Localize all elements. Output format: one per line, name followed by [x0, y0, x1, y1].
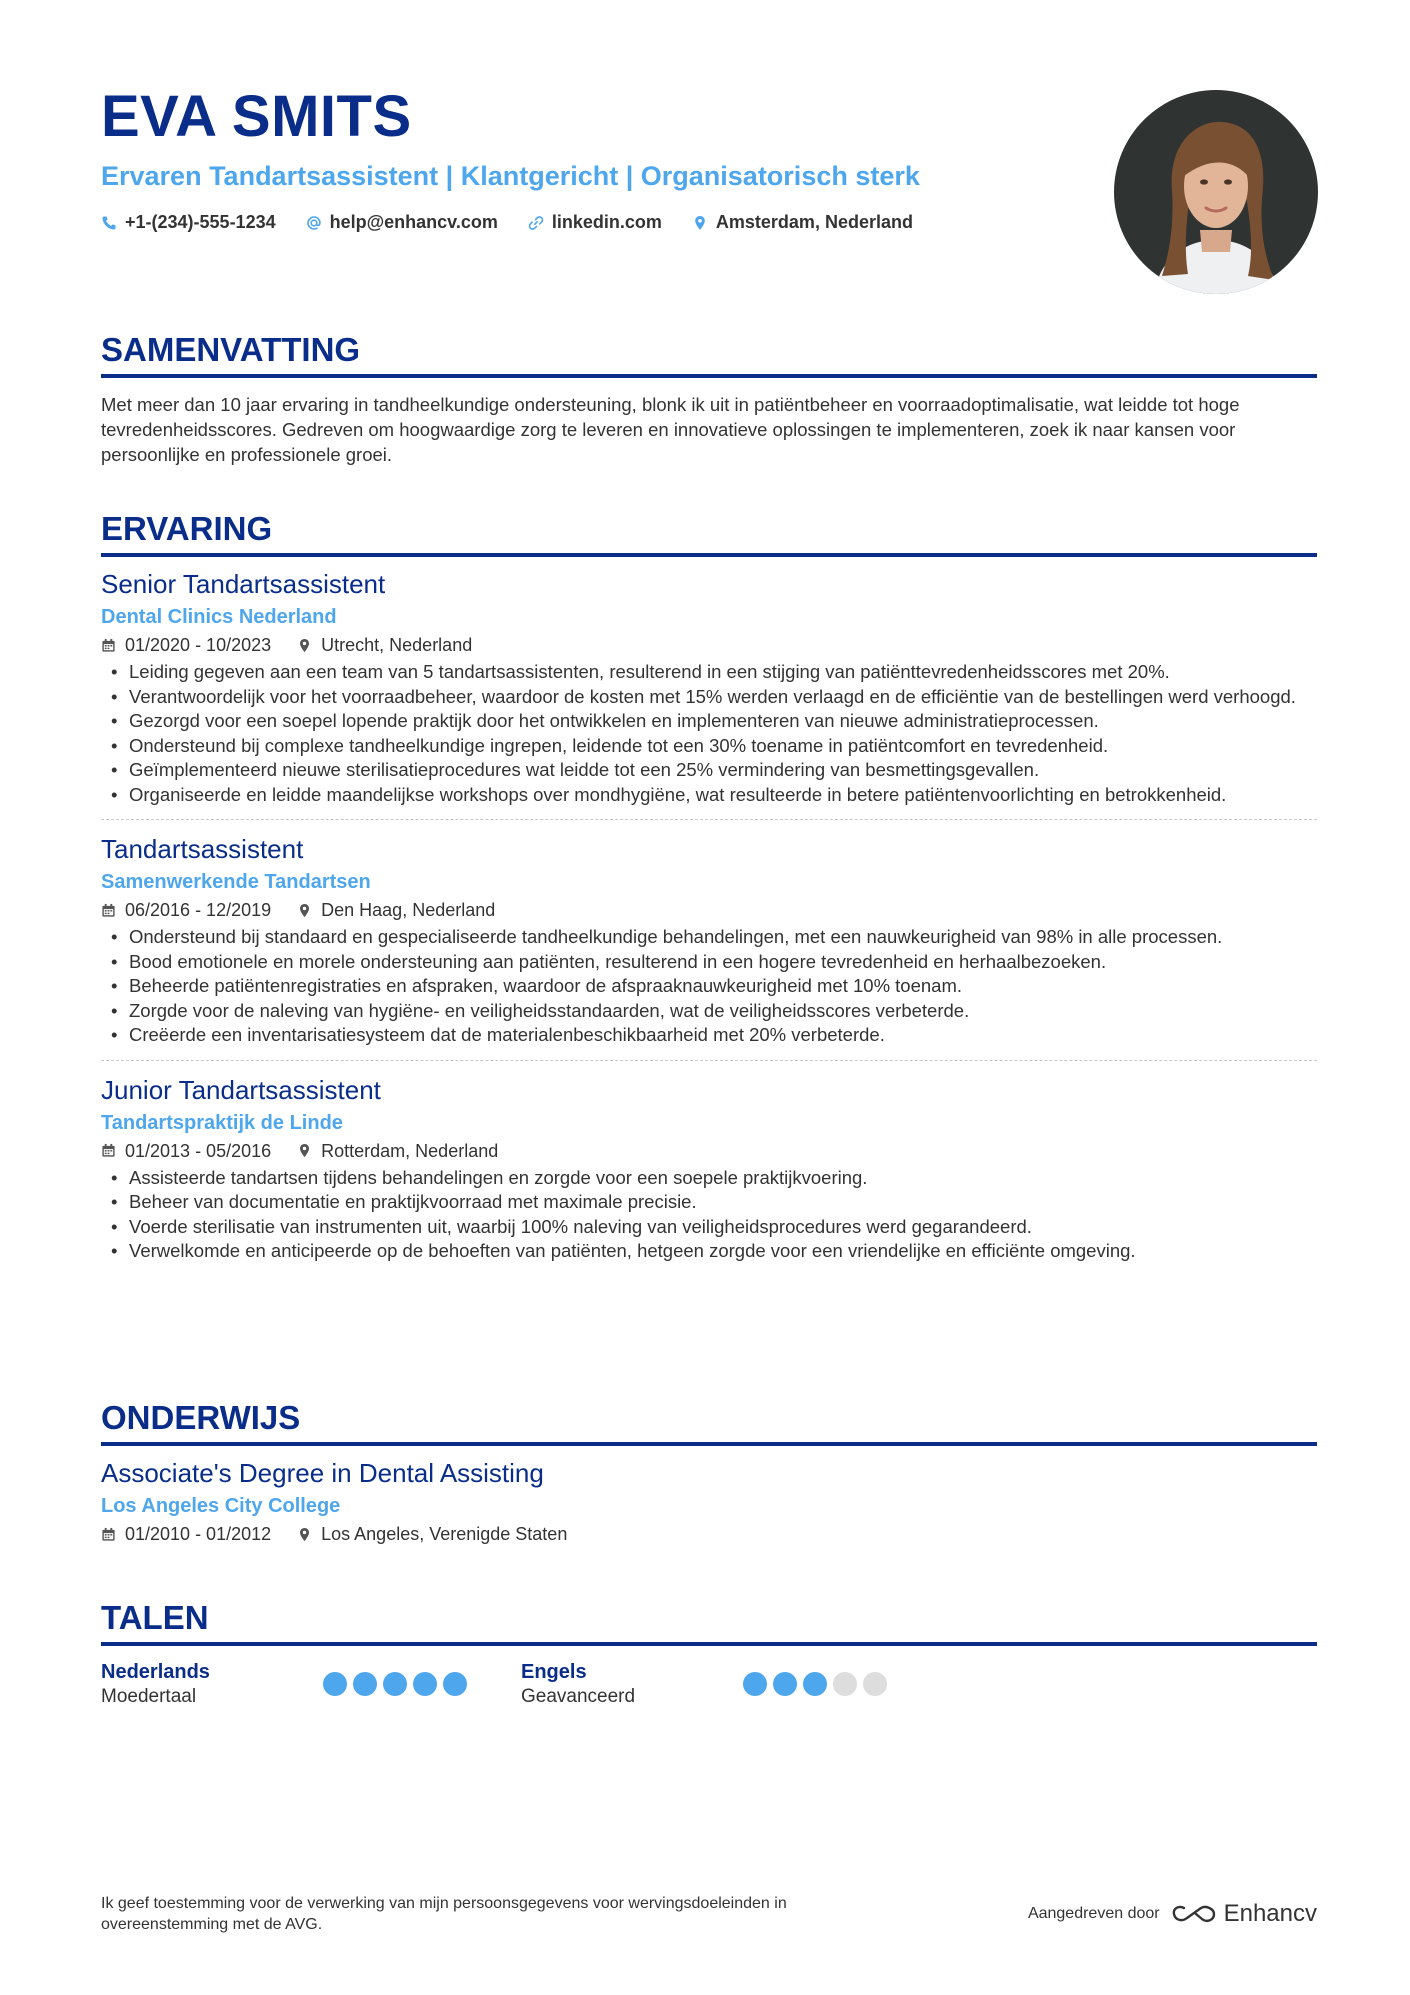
avatar-portrait [1114, 90, 1318, 294]
bullet-item: • Ondersteund bij complexe tandheelkundige ingrepen, leidende tot een 30% toename in patiëntcomfort en tevredenheid. [101, 734, 1317, 759]
job-title: Senior Tandartsassistent [101, 569, 386, 599]
rating-dot [863, 1672, 887, 1696]
language-name: Engels [521, 1661, 587, 1683]
education-dates-text: 01/2010 - 01/2012 [125, 1524, 272, 1544]
enhancv-logo[interactable] [1172, 1900, 1317, 1928]
bullet-item: • Beheer van documentatie en praktijkvoorraad met maximale precisie. [101, 1190, 1317, 1215]
language-name: Nederlands [101, 1661, 210, 1683]
rating-dot [353, 1672, 377, 1696]
calendar-icon [101, 1143, 116, 1158]
job-meta [101, 1138, 1317, 1164]
education-entry [101, 1446, 1317, 1547]
education-dates [101, 1521, 271, 1547]
bullet-item: • Organiseerde en leidde maandelijkse workshops over mondhygiëne, wat resulteerde in betere patiëntenvoorlichting en betrokkenheid. [101, 783, 1317, 808]
summary-heading: SAMENVATTING [101, 330, 1317, 378]
job-dates [101, 897, 271, 923]
bullet-item: • Zorgde voor de naleving van hygiëne- en veiligheidsstandaarden, wat de veiligheidsscores verbeterde. [101, 999, 1317, 1024]
powered-by-label: Aangedreven door [1027, 1905, 1160, 1922]
education-location-text: Los Angeles, Verenigde Staten [321, 1524, 568, 1544]
location-pin-icon [692, 215, 708, 231]
job-dates [101, 1138, 271, 1164]
page-footer [101, 1893, 1317, 1935]
language-level: Geavanceerd [521, 1686, 636, 1707]
job-location [297, 897, 495, 923]
education-heading: ONDERWIJS [101, 1398, 1317, 1446]
education-meta [101, 1521, 1317, 1547]
languages-section [101, 1598, 1317, 1710]
location-pin-icon [297, 903, 312, 918]
location-text: Amsterdam, Nederland [715, 212, 913, 232]
job-location [297, 1138, 498, 1164]
job-location-text: Den Haag, Nederland [321, 900, 496, 920]
linkedin-text: linkedin.com [551, 212, 662, 232]
job-bullets [101, 1166, 1317, 1264]
languages-heading: TALEN [101, 1598, 1317, 1646]
contact-location [692, 212, 913, 233]
language-text [101, 1660, 323, 1710]
contact-info [101, 212, 1101, 233]
profile-photo [1114, 90, 1318, 294]
job-dates-text: 06/2016 - 12/2019 [125, 900, 272, 920]
bullet-item: • Ondersteund bij standaard en gespecialiseerde tandheelkundige behandelingen, met een nauwkeurigheid van 98% in alle processen. [101, 925, 1317, 950]
email-text: help@enhancv.com [329, 212, 498, 232]
bullet-item: • Bood emotionele en morele ondersteuning aan patiënten, resulterend in een hogere tevredenheid en herhaalbezoeken. [101, 950, 1317, 975]
rating-dot [383, 1672, 407, 1696]
powered-by[interactable] [1028, 1900, 1317, 1928]
location-pin-icon [297, 638, 312, 653]
language-level: Moedertaal [101, 1686, 197, 1707]
bullet-item: • Voerde sterilisatie van instrumenten uit, waarbij 100% naleving van veiligheidsprocedures werd gegarandeerd. [101, 1215, 1317, 1240]
rating-dot [413, 1672, 437, 1696]
link-icon [528, 215, 544, 231]
language-rating [323, 1672, 467, 1710]
job-bullets [101, 925, 1317, 1048]
languages-list [101, 1660, 1317, 1710]
bullet-item: • Beheerde patiëntenregistraties en afspraken, waardoor de afspraaknauwkeurigheid met 10% toenam. [101, 974, 1317, 999]
language-text [521, 1660, 743, 1710]
education-section [101, 1398, 1317, 1547]
company-name: Dental Clinics Nederland [101, 606, 337, 628]
calendar-icon [101, 638, 116, 653]
job-dates-text: 01/2020 - 10/2023 [125, 635, 272, 655]
contact-phone[interactable] [101, 212, 276, 233]
rating-dot [443, 1672, 467, 1696]
bullet-item: • Assisteerde tandartsen tijdens behandelingen en zorgde voor een soepele praktijkvoering. [101, 1166, 1317, 1191]
summary-section [101, 330, 1317, 467]
location-pin-icon [297, 1527, 312, 1542]
contact-email[interactable] [306, 212, 498, 233]
phone-text: +1-(234)-555-1234 [125, 212, 276, 232]
phone-icon [101, 215, 117, 231]
contact-linkedin[interactable] [528, 212, 662, 233]
job-meta [101, 632, 1317, 658]
bullet-item: • Geïmplementeerd nieuwe sterilisatieprocedures wat leidde tot een 25% vermindering van besmettingsgevallen. [101, 758, 1317, 783]
candidate-name: EVA SMITS [101, 84, 412, 149]
calendar-icon [101, 903, 116, 918]
rating-dot [803, 1672, 827, 1696]
job-location-text: Utrecht, Nederland [321, 635, 473, 655]
at-icon [306, 215, 322, 231]
job-bullets [101, 660, 1317, 807]
location-pin-icon [297, 1143, 312, 1158]
brand-name: Enhancv [1223, 1900, 1317, 1927]
resume-header [101, 82, 1101, 233]
bullet-item: • Verantwoordelijk voor het voorraadbeheer, waardoor de kosten met 15% werden verlaagd en de efficiëntie van de bestellingen werd verhoogd. [101, 685, 1317, 710]
experience-heading: ERVARING [101, 509, 1317, 557]
bullet-item: • Gezorgd voor een soepel lopende praktijk door het ontwikkelen en implementeren van nieuwe administratieprocessen. [101, 709, 1317, 734]
summary-text: Met meer dan 10 jaar ervaring in tandheelkundige ondersteuning, blonk ik uit in patiëntbeheer en voorraadoptimalisatie, wat leidde tot hoge tevredenheidsscores. Gedreven om hoogwaardige zorg te leveren en innovatieve oplossingen te implementeren, zoek ik naar kansen voor persoonlijke en professionele groei. [101, 394, 1240, 465]
education-location [297, 1521, 567, 1547]
calendar-icon [101, 1527, 116, 1542]
language-item [101, 1660, 521, 1710]
rating-dot [323, 1672, 347, 1696]
language-rating [743, 1672, 887, 1710]
gdpr-consent-text: Ik geef toestemming voor de verwerking van mijn persoonsgegevens voor wervingsdoeleinden in overeenstemming met de AVG. [101, 1895, 787, 1933]
job-dates [101, 632, 271, 658]
experience-entry [101, 1060, 1317, 1264]
bullet-item: • Verwelkomde en anticipeerde op de behoeften van patiënten, hetgeen zorgde voor een vriendelijke en efficiënte omgeving. [101, 1239, 1317, 1264]
experience-entry [101, 557, 1317, 807]
job-title: Junior Tandartsassistent [101, 1074, 381, 1105]
company-name: Tandartspraktijk de Linde [101, 1111, 343, 1134]
rating-dot [833, 1672, 857, 1696]
bullet-item: • Leiding gegeven aan een team van 5 tandartsassistenten, resulterend in een stijging van patiënttevredenheidsscores met 20%. [101, 660, 1317, 685]
experience-section [101, 509, 1317, 1264]
degree-title: Associate's Degree in Dental Assisting [101, 1458, 544, 1488]
bullet-item: • Creëerde een inventarisatiesysteem dat de materialenbeschikbaarheid met 20% verbeterde. [101, 1023, 1317, 1048]
rating-dot [743, 1672, 767, 1696]
company-name: Samenwerkende Tandartsen [101, 871, 371, 893]
candidate-headline: Ervaren Tandartsassistent | Klantgericht | Organisatorisch sterk [101, 161, 920, 191]
language-item [521, 1660, 941, 1710]
job-location-text: Rotterdam, Nederland [321, 1140, 499, 1161]
enhancv-logo-icon [1172, 1903, 1216, 1925]
job-dates-text: 01/2013 - 05/2016 [125, 1140, 272, 1161]
job-title: Tandartsassistent [101, 834, 304, 864]
experience-entry [101, 819, 1317, 1048]
rating-dot [773, 1672, 797, 1696]
job-location [297, 632, 472, 658]
school-name: Los Angeles City College [101, 1495, 341, 1517]
job-meta [101, 897, 1317, 923]
